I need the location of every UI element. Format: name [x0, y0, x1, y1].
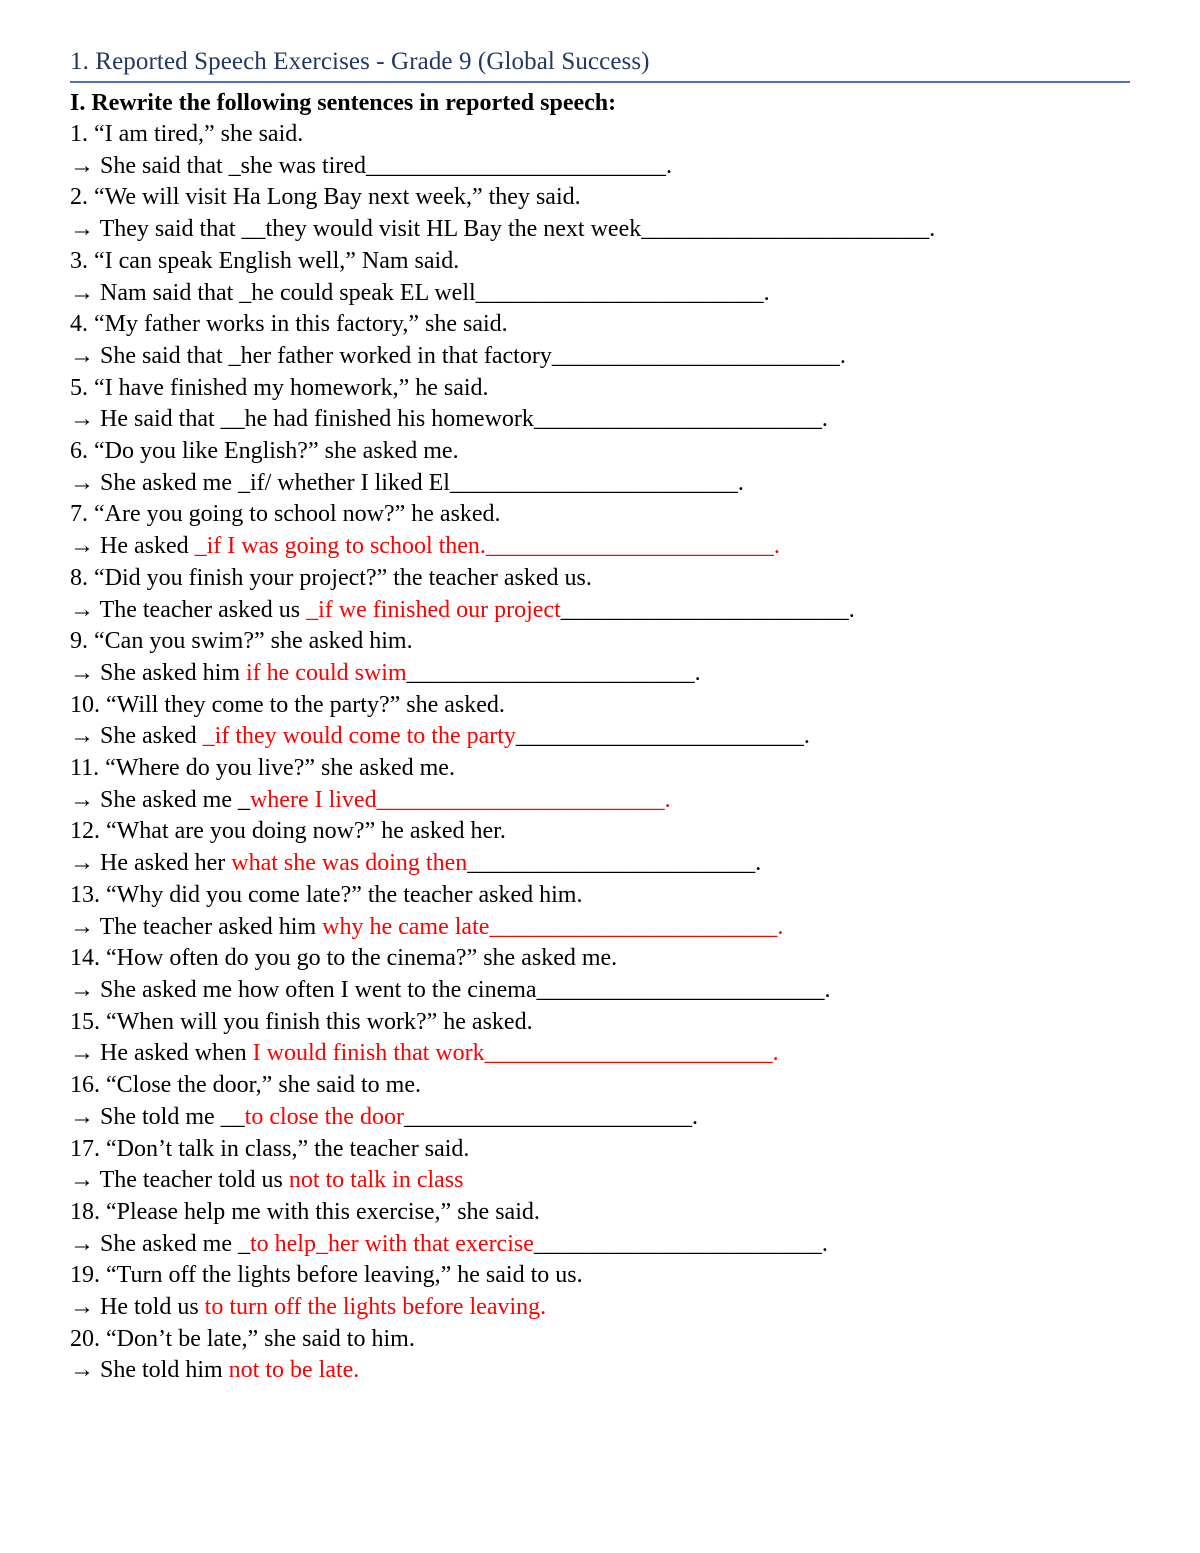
answer-prefix: → He asked her [70, 850, 232, 877]
answer-prefix: → She told him [70, 1357, 229, 1384]
exercise-answer-line [70, 595, 1130, 627]
answer-prefix: → She asked me how often I went to the cinema________________________. [70, 976, 831, 1003]
exercise-answer-line [70, 214, 1130, 246]
exercise-list [70, 119, 1130, 1387]
answer-text: _if I was going to school then.________________________. [194, 533, 780, 560]
exercise-answer-line [70, 341, 1130, 373]
answer-suffix: ________________________. [403, 1103, 698, 1130]
answer-suffix: ________________________. [515, 723, 810, 750]
exercise-question: 12. “What are you doing now?” he asked her. [70, 818, 506, 845]
answer-suffix: ________________________. [560, 596, 855, 623]
exercise-answer-line [70, 848, 1130, 880]
exercise-answer-line [70, 1038, 1130, 1070]
exercise-question: 20. “Don’t be late,” she said to him. [70, 1325, 415, 1352]
answer-prefix: → She asked [70, 723, 203, 750]
answer-text: to help_her with that exercise [249, 1230, 534, 1257]
exercise-answer-line [70, 658, 1130, 690]
exercise-question: 11. “Where do you live?” she asked me. [70, 755, 455, 782]
answer-prefix: → She told me __ [70, 1103, 245, 1130]
exercise-question: 6. “Do you like English?” she asked me. [70, 438, 459, 465]
answer-prefix: → He told us [70, 1294, 205, 1321]
worksheet-page [70, 44, 1130, 1387]
exercise-question: 1. “I am tired,” she said. [70, 121, 304, 147]
exercise-answer-line [70, 1165, 1130, 1197]
exercise-answer-line [70, 721, 1130, 753]
answer-prefix: → She said that _her father worked in that factory________________________. [70, 342, 846, 369]
exercise-answer-line [70, 151, 1130, 183]
exercise-question: 3. “I can speak English well,” Nam said. [70, 247, 460, 274]
exercise-question: 16. “Close the door,” she said to me. [70, 1072, 421, 1099]
answer-text: to close the door [244, 1103, 404, 1130]
answer-prefix: → She asked me _if/ whether I liked El________________________. [70, 469, 744, 496]
answer-text: to turn off the lights before leaving. [204, 1294, 547, 1321]
answer-prefix: → She asked me _ [70, 786, 250, 813]
answer-text: not to talk in class [288, 1167, 464, 1194]
answer-text: if he could swim [245, 659, 407, 686]
answer-prefix: → He said that __he had finished his homework________________________. [70, 406, 828, 433]
section-heading: I. Rewrite the following sentences in reported speech: [70, 90, 617, 116]
answer-text: where I lived________________________. [249, 786, 671, 813]
exercise-answer-line [70, 531, 1130, 563]
exercise-question: 8. “Did you finish your project?” the teacher asked us. [70, 564, 592, 591]
exercise-question: 4. “My father works in this factory,” she said. [70, 311, 508, 338]
answer-text: _if we finished our project [306, 596, 561, 623]
exercise-answer-line [70, 468, 1130, 500]
exercise-answer-line [70, 912, 1130, 944]
exercise-question: 14. “How often do you go to the cinema?” she asked me. [70, 945, 618, 972]
answer-prefix: → Nam said that _he could speak EL well________________________. [70, 279, 770, 306]
exercise-answer-line [70, 1229, 1130, 1261]
exercise-question: 17. “Don’t talk in class,” the teacher said. [70, 1135, 470, 1162]
exercise-question: 9. “Can you swim?” she asked him. [70, 628, 413, 655]
exercise-question: 19. “Turn off the lights before leaving,” he said to us. [70, 1262, 583, 1289]
answer-prefix: → She said that _she was tired_________________________. [70, 152, 672, 179]
exercise-answer-line [70, 975, 1130, 1007]
exercise-question: 5. “I have finished my homework,” he said. [70, 374, 489, 401]
answer-prefix: → They said that __they would visit HL Bay the next week________________________. [70, 216, 936, 243]
exercise-question: 10. “Will they come to the party?” she asked. [70, 691, 505, 718]
answer-text: I would finish that work________________________. [252, 1040, 779, 1067]
answer-prefix: → The teacher told us [70, 1167, 289, 1194]
answer-prefix: → He asked [70, 533, 195, 560]
exercise-answer-line [70, 404, 1130, 436]
answer-prefix: → The teacher asked us [70, 596, 307, 623]
answer-prefix: → He asked when [70, 1040, 253, 1067]
exercise-answer-line [70, 278, 1130, 310]
answer-prefix: → She asked me _ [70, 1230, 250, 1257]
exercise-question: 2. “We will visit Ha Long Bay next week,” they said. [70, 184, 581, 211]
answer-text: _if they would come to the party [202, 723, 516, 750]
answer-suffix: ________________________. [533, 1230, 828, 1257]
exercise-answer-line [70, 1102, 1130, 1134]
answer-text: why he came late________________________. [322, 913, 784, 940]
exercise-answer-line [70, 785, 1130, 817]
exercise-question: 13. “Why did you come late?” the teacher asked him. [70, 881, 583, 908]
exercise-answer-line [70, 1355, 1130, 1387]
exercise-question: 18. “Please help me with this exercise,” she said. [70, 1198, 540, 1225]
answer-suffix: ________________________. [406, 659, 701, 686]
answer-suffix: ________________________. [467, 850, 762, 877]
title-underline [70, 81, 1130, 83]
answer-prefix: → She asked him [70, 659, 246, 686]
answer-text: not to be late. [228, 1357, 360, 1384]
page-title: 1. Reported Speech Exercises - Grade 9 (Global Success) [70, 48, 650, 75]
exercise-question: 15. “When will you finish this work?” he asked. [70, 1008, 533, 1035]
answer-text: what she was doing then [231, 850, 468, 877]
answer-prefix: → The teacher asked him [70, 913, 323, 940]
exercise-question: 7. “Are you going to school now?” he asked. [70, 501, 501, 528]
exercise-answer-line [70, 1292, 1130, 1324]
